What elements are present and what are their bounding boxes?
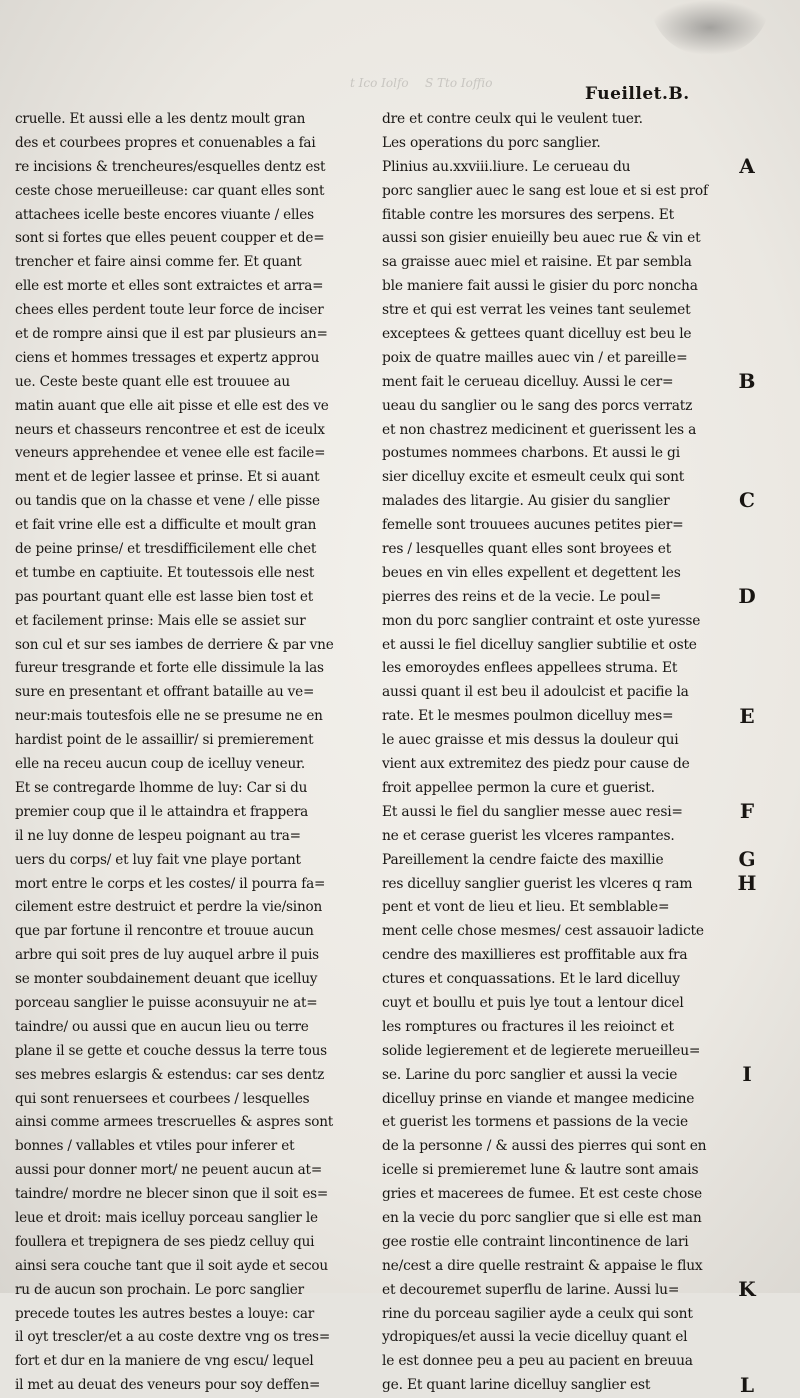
margin-letter: E: [739, 703, 755, 728]
text-line: veneurs apprehendee et venee elle est facile=: [15, 445, 326, 462]
text-line: chees elles perdent toute leur force de inciser: [15, 302, 324, 319]
text-line: solide legierement et de legierete merueilleu=: [382, 1042, 701, 1059]
text-line: poix de quatre mailles auec vin / et pareille=: [382, 349, 688, 366]
text-line: et de rompre ainsi que il est par plusieurs an=: [15, 326, 328, 343]
text-line: mon du porc sanglier contraint et oste yuresse: [382, 612, 701, 629]
bleed-through-text: t Ico Iolfo: [350, 76, 409, 90]
text-line: se monter soubdainement deuant que icelluy: [15, 971, 318, 988]
text-line: ainsi comme armees trescruelles & aspres sont: [15, 1114, 334, 1131]
text-line: il ne luy donne de lespeu poignant au tra=: [15, 827, 301, 844]
text-line: matin auant que elle ait pisse et elle est des ve: [15, 397, 329, 414]
text-line: et facilement prinse: Mais elle se assiet sur: [15, 612, 306, 629]
text-line: vient aux extremitez des piedz pour cause de: [382, 756, 690, 773]
text-line: neur:mais toutesfois elle ne se presume ne en: [15, 708, 323, 725]
text-line: femelle sont trouuees aucunes petites pier=: [382, 517, 684, 534]
text-line: ainsi sera couche tant que il soit ayde et secou: [15, 1257, 328, 1274]
text-line: Et aussi le fiel du sanglier messe auec resi=: [382, 803, 683, 820]
text-line: que par fortune il rencontre et trouue aucun: [15, 923, 314, 940]
text-line: ne/cest a dire quelle restraint & appaise le flux: [382, 1257, 703, 1274]
text-line: beues en vin elles expellent et degettent les: [382, 564, 681, 581]
text-line: res dicelluy sanglier guerist les vlceres q ram: [382, 875, 693, 892]
text-line: bonnes / vallables et vtiles pour inferer et: [15, 1138, 295, 1155]
text-line: leue et droit: mais icelluy porceau sanglier le: [15, 1209, 318, 1226]
text-line: en la vecie du porc sanglier que si elle est man: [382, 1209, 702, 1226]
text-line: fureur tresgrande et forte elle dissimule la las: [15, 660, 324, 677]
text-line: mort entre le corps et les costes/ il pourra fa=: [15, 875, 326, 892]
text-line: son cul et sur ses iambes de derriere & par vne: [15, 636, 334, 653]
margin-letter: I: [742, 1062, 752, 1086]
text-line: cuyt et boullu et puis lye tout a lentour dicel: [382, 994, 684, 1011]
text-line: pent et vont de lieu et lieu. Et semblable=: [382, 899, 670, 916]
margin-letter: H: [737, 870, 757, 895]
right-text-column: [382, 108, 737, 1398]
text-line: sont si fortes que elles peuent coupper et de=: [15, 230, 325, 247]
text-line: sa graisse auec miel et raisine. Et par sembla: [382, 254, 692, 271]
text-line: ru de aucun son prochain. Le porc sanglier: [15, 1281, 304, 1298]
text-line: premier coup que il le attaindra et frappera: [15, 803, 309, 820]
text-line: de peine prinse/ et tresdifficilement elle chet: [15, 541, 317, 558]
margin-letter: A: [739, 153, 755, 178]
folio-header: Fueillet.B.: [585, 84, 690, 104]
text-line: Pareillement la cendre faicte des maxillie: [382, 851, 664, 868]
text-line: aussi son gisier enuieilly beu auec rue & vin et: [382, 230, 701, 247]
text-line: re incisions & trencheures/esquelles dentz est: [15, 158, 326, 175]
text-line: qui sont renuersees et courbees / lesquelles: [15, 1090, 310, 1107]
text-line: malades des litargie. Au gisier du sanglier: [382, 493, 670, 510]
margin-letter: L: [739, 1372, 755, 1397]
text-line: les romptures ou fractures il les reioinct et: [382, 1018, 674, 1035]
text-line: cilement estre destruict et perdre la vie/sinon: [15, 899, 323, 916]
text-line: ciens et hommes tressages et expertz approu: [15, 349, 320, 366]
text-line: Et se contregarde lhomme de luy: Car si du: [15, 779, 308, 796]
text-line: ceste chose merueilleuse: car quant elles sont: [15, 182, 325, 199]
text-line: et fait vrine elle est a difficulte et moult gran: [15, 517, 317, 534]
text-line: rine du porceau sagilier ayde a ceulx qui sont: [382, 1305, 693, 1322]
text-line: hardist point de le assaillir/ si premierement: [15, 732, 314, 749]
text-line: pierres des reins et de la vecie. Le poul=: [382, 588, 662, 605]
text-line: neurs et chasseurs rencontree et est de iceulx: [15, 421, 325, 438]
text-line: ydropiques/et aussi la vecie dicelluy quant el: [382, 1329, 688, 1346]
left-text-column: [15, 108, 370, 1398]
text-line: les emoroydes enflees appellees struma. Et: [382, 660, 678, 677]
text-line: attachees icelle beste encores viuante / elles: [15, 206, 314, 223]
text-line: et non chastrez medicinent et guerissent les a: [382, 421, 697, 438]
text-line: aussi quant il est beu il adoulcist et pacifie la: [382, 684, 689, 701]
text-line: ueau du sanglier ou le sang des porcs verratz: [382, 397, 693, 414]
text-line: porc sanglier auec le sang est loue et si est prof: [382, 182, 708, 199]
text-line: uers du corps/ et luy fait vne playe portant: [15, 851, 301, 868]
text-line: sure en presentant et offrant bataille au ve=: [15, 684, 315, 701]
text-line: ne et cerase guerist les vlceres rampantes.: [382, 827, 675, 844]
text-line: de la personne / & aussi des pierres qui sont en: [382, 1138, 707, 1155]
margin-letter: C: [739, 488, 755, 513]
text-line: trencher et faire ainsi comme fer. Et quant: [15, 254, 302, 271]
text-line: cendre des maxillieres est proffitable aux fra: [382, 947, 688, 964]
margin-letter: B: [738, 368, 756, 393]
text-line: dre et contre ceulx qui le veulent tuer.: [382, 111, 643, 127]
text-line: elle est morte et elles sont extraictes et arra=: [15, 278, 324, 295]
page-stain: [650, 0, 770, 55]
text-line: ge. Et quant larine dicelluy sanglier est: [382, 1377, 651, 1394]
text-line: cruelle. Et aussi elle a les dentz moult gran: [15, 111, 306, 127]
text-line: et decouremet superflu de larine. Aussi lu=: [382, 1281, 680, 1298]
text-line: elle na receu aucun coup de icelluy veneur.: [15, 756, 305, 773]
text-line: dicelluy prinse en viande et mangee medicine: [382, 1090, 695, 1107]
text-line: res / lesquelles quant elles sont broyees et: [382, 541, 672, 558]
margin-letter: D: [738, 584, 756, 608]
margin-letter: G: [738, 846, 756, 871]
text-line: ble maniere fait aussi le gisier du porc noncha: [382, 278, 698, 295]
text-line: aussi pour donner mort/ ne peuent aucun at=: [15, 1162, 323, 1179]
text-line: il oyt trescler/et a au coste dextre vng os tres=: [15, 1329, 331, 1346]
text-line: stre et qui est verrat les veines tant seulemet: [382, 302, 691, 319]
text-line: ment et de legier lassee et prinse. Et si auant: [15, 469, 320, 486]
margin-letter: F: [739, 799, 755, 824]
text-line: taindre/ mordre ne blecer sinon que il soit es=: [15, 1186, 329, 1203]
text-line: il met au deuat des veneurs pour soy deffen=: [15, 1377, 321, 1394]
text-line: precede toutes les autres bestes a louye: car: [15, 1305, 315, 1322]
text-line: foullera et trepignera de ses piedz celluy qui: [15, 1233, 315, 1250]
text-line: pas pourtant quant elle est lasse bien tost et: [15, 588, 314, 605]
text-line: gee rostie elle contraint lincontinence de lari: [382, 1233, 689, 1250]
text-line: ou tandis que on la chasse et vene / elle pisse: [15, 493, 320, 510]
text-line: rate. Et le mesmes poulmon dicelluy mes=: [382, 708, 674, 725]
text-line: fort et dur en la maniere de vng escu/ lequel: [15, 1353, 314, 1370]
text-line: ctures et conquassations. Et le lard dicelluy: [382, 971, 680, 988]
text-line: se. Larine du porc sanglier et aussi la vecie: [382, 1066, 678, 1083]
text-line: fitable contre les morsures des serpens. Et: [382, 206, 674, 223]
text-line: gries et macerees de fumee. Et est ceste chose: [382, 1186, 702, 1203]
text-line: le auec graisse et mis dessus la douleur qui: [382, 732, 679, 749]
text-line: ue. Ceste beste quant elle est trouuee au: [15, 373, 290, 390]
text-line: des et courbees propres et conuenables a fai: [15, 134, 316, 151]
text-line: icelle si premieremet lune & lautre sont amais: [382, 1162, 699, 1179]
bleed-through-text: S Tto Ioffio: [425, 76, 493, 90]
text-line: postumes nommees charbons. Et aussi le gi: [382, 445, 680, 462]
text-line: ses mebres eslargis & estendus: car ses dentz: [15, 1066, 325, 1083]
text-line: ment celle chose mesmes/ cest assauoir ladicte: [382, 923, 704, 940]
text-line: et aussi le fiel dicelluy sanglier subtilie et oste: [382, 636, 697, 653]
text-line: sier dicelluy excite et esmeult ceulx qui sont: [382, 469, 685, 486]
text-line: et tumbe en captiuite. Et toutessois elle nest: [15, 564, 315, 581]
text-line: plane il se gette et couche dessus la terre tous: [15, 1042, 327, 1059]
text-line: Plinius au.xxviii.liure. Le cerueau du: [382, 158, 631, 175]
margin-letter: K: [738, 1277, 756, 1302]
text-line: Les operations du porc sanglier.: [382, 134, 601, 151]
text-line: le est donnee peu a peu au pacient en breuua: [382, 1353, 693, 1370]
text-line: taindre/ ou aussi que en aucun lieu ou terre: [15, 1018, 309, 1035]
text-line: et guerist les tormens et passions de la vecie: [382, 1114, 688, 1131]
text-line: exceptees & gettees quant dicelluy est beu le: [382, 326, 692, 343]
text-line: arbre qui soit pres de luy auquel arbre il puis: [15, 947, 319, 964]
text-line: porceau sanglier le puisse aconsuyuir ne at=: [15, 994, 318, 1011]
text-line: froit appellee permon la cure et guerist.: [382, 779, 655, 796]
text-line: ment fait le cerueau dicelluy. Aussi le cer=: [382, 373, 674, 390]
